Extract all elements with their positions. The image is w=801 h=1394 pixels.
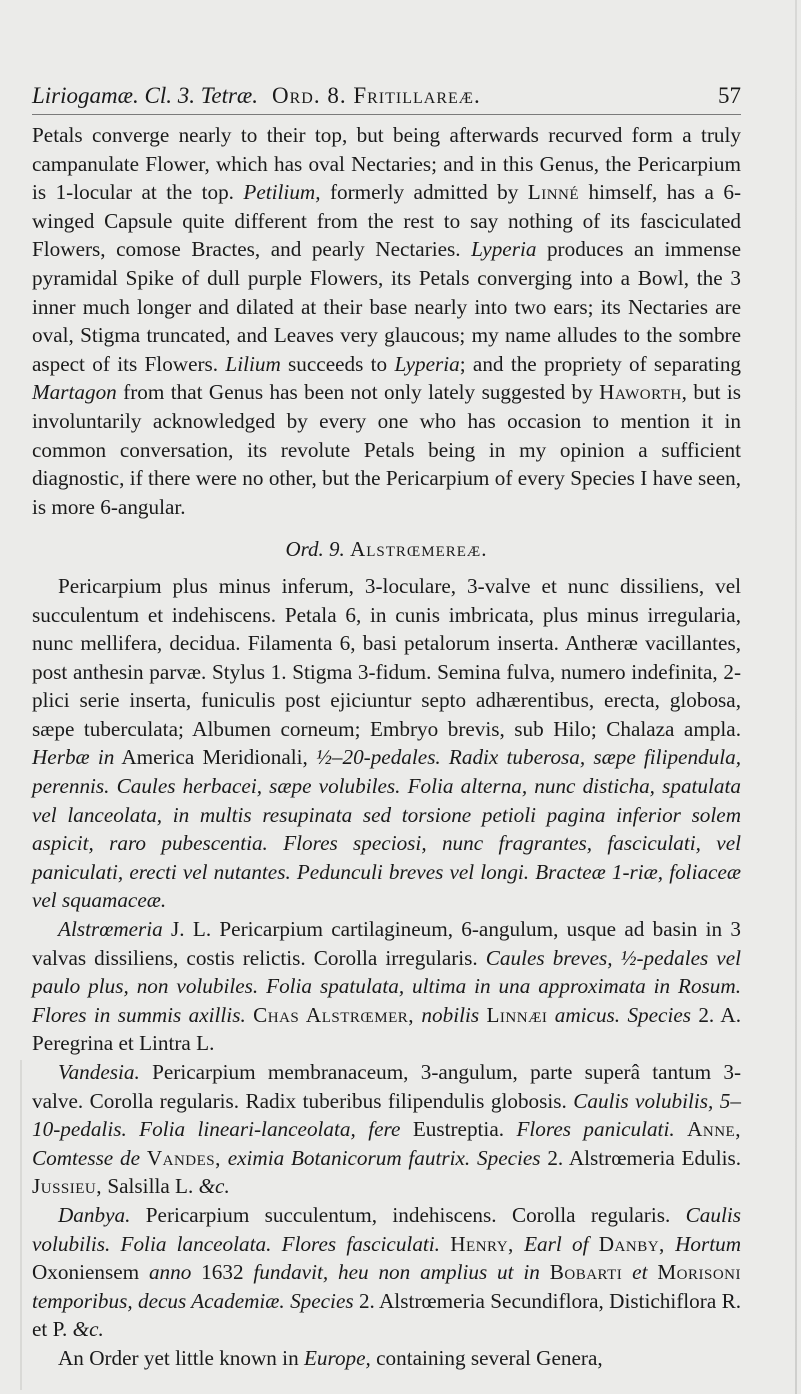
small-caps-run: Linnæi [486, 1002, 548, 1027]
small-caps-run: Anne, [687, 1117, 742, 1142]
page-body [32, 121, 741, 1373]
italic-run: Earl of [524, 1231, 589, 1256]
small-caps-run: Chas Alstrœmer, [253, 1002, 415, 1027]
small-caps-run: Henry, [450, 1231, 514, 1256]
italic-run: Alstrœmeria [58, 917, 163, 942]
italic-run: &c. [198, 1174, 230, 1199]
italic-run: Danbya. [58, 1202, 131, 1227]
small-caps-run: Bobarti [549, 1260, 623, 1285]
italic-run: Flores paniculati. [516, 1117, 675, 1142]
italic-run: Martagon [32, 380, 117, 405]
italic-run: Lyperia [471, 237, 537, 262]
italic-run: nobilis [421, 1002, 480, 1027]
genus-vandesia: Vandesia. Pericarpium membranaceum, 3-angulum, parte superâ tantum 3-valve. Corolla regularis. Radix tuberibus filipendulis globosis. Caulis volubilis, 5–10-pedalis. Folia lineari-lanceolata, fere Eustreptia. Flores paniculati. Anne, Comtesse de Vandes, eximia Botanicorum fautrix. Species 2. Alstrœmeria Edulis. Jussieu, Salsilla L. &c. [32, 1060, 742, 1199]
italic-run: fundavit, heu non amplius ut in [253, 1260, 540, 1285]
running-head-left: Liriogamæ. Cl. 3. Tetræ. [32, 83, 259, 108]
italic-run: Caulis volubilis, 5–10-pedalis. Folia lineari-lanceolata, fere [32, 1088, 741, 1142]
italic-run: Caulis volubilis. Folia lanceolata. Flores fasciculati. [32, 1202, 741, 1256]
binding-shadow [20, 1060, 22, 1390]
italic-run: Lyperia [394, 351, 460, 376]
order-name: Alstrœmereæ. [350, 537, 488, 562]
running-head-order: Ord. 8. Fritillareæ. [272, 83, 481, 108]
italic-run: Europe, [303, 1345, 371, 1370]
small-caps-run: Linné [527, 180, 580, 205]
italic-run: eximia Botanicorum fautrix. Species [227, 1145, 541, 1170]
small-caps-run: Danby, [598, 1231, 665, 1256]
page-edge-shadow [795, 0, 797, 1394]
italic-run: Petilium, [243, 180, 321, 205]
small-caps-run: Jussieu, [32, 1174, 103, 1199]
italic-run: Vandesia. [58, 1060, 140, 1084]
italic-run: Caules breves, ½-pedales vel paulo plus, non volubiles. Folia spatulata, ultima in una approximata in Rosum. Flores in summis axillis. [32, 945, 741, 1027]
italic-run: anno [148, 1260, 192, 1285]
small-caps-run: Morisoni [657, 1260, 742, 1285]
italic-run: Herbæ in [32, 745, 115, 770]
italic-run: &c. [72, 1317, 104, 1342]
italic-run: Lilium [225, 351, 281, 376]
italic-run: ½–20-pedales. Radix tuberosa, sæpe filipendula, perennis. Caules herbacei, sæpe volubiles. Folia alterna, nunc disticha, spatulata vel lanceolata, in multis resupinata sed torsione petioli pagina inferior solem aspicit, raro pubescentia. Flores speciosi, nunc fragrantes, fasciculati, vel paniculati, erecti vel nutantes. Pedunculi breves vel longi. Bracteæ 1-riæ, foliaceæ vel squamaceæ. [32, 745, 742, 913]
page-number: 57 [718, 83, 741, 108]
genus-alstroemeria: Alstrœmeria J. L. Pericarpium cartilagineum, 6-angulum, usque ad basin in 3 valvas dissiliens, costis relictis. Corolla irregularis. Caules breves, ½-pedales vel paulo plus, non volubiles. Folia spatulata, ultima in una approximata in Rosum. Flores in summis axillis. Chas Alstrœmer, nobilis Linnæi amicus. Species 2. A. Peregrina et Lintra L. [32, 917, 742, 1056]
italic-run: Comtesse de [32, 1145, 141, 1170]
paragraph-closing: An Order yet little known in Europe, containing several Genera, [58, 1345, 603, 1370]
italic-run: amicus. Species [554, 1002, 691, 1027]
small-caps-run: Vandes, [146, 1145, 221, 1170]
running-head [32, 78, 741, 115]
italic-run: et [632, 1260, 648, 1285]
order-description: Pericarpium plus minus inferum, 3-loculare, 3-valve et nunc dissiliens, vel succulentum et indehiscens. Petala 6, in cunis imbricata, plus minus irregularia, nunc mellifera, decidua. Filamenta 6, basi petalorum inserta. Antheræ vacillantes, post anthesin parvæ. Stylus 1. Stigma 3-fidum. Semina fulva, numero indefinita, 2-plici serie inserta, funiculis post ejiciuntur septo adhærentibus, erecta, globosa, sæpe tuberculata; Albumen corneum; Embryo brevis, sub Hilo; Chalaza ampla. Herbæ in America Meridionali, ½–20-pedales. Radix tuberosa, sæpe filipendula, perennis. Caules herbacei, sæpe volubiles. Folia alterna, nunc disticha, spatulata vel lanceolata, in multis resupinata sed torsione petioli pagina inferior solem aspicit, raro pubescentia. Flores speciosi, nunc fragrantes, fasciculati, vel paniculati, erecti vel nutantes. Pedunculi breves vel longi. Bracteæ 1-riæ, foliaceæ vel squamaceæ. [32, 573, 742, 913]
italic-run: Hortum [675, 1231, 742, 1256]
order-number: Ord. 9. [285, 537, 345, 562]
italic-run: temporibus, decus Academiæ. Species [32, 1288, 354, 1313]
genus-danbya: Danbya. Pericarpium succulentum, indehiscens. Corolla regularis. Caulis volubilis. Folia lanceolata. Flores fasciculati. Henry, Earl of Danby, Hortum Oxoniensem anno 1632 fundavit, heu non amplius ut in Bobarti et Morisoni temporibus, decus Academiæ. Species 2. Alstrœmeria Secundiflora, Distichiflora R. et P. &c. [32, 1202, 742, 1342]
order-heading [32, 535, 741, 564]
small-caps-run: Haworth [599, 380, 682, 405]
paragraph-lilium-discussion: Petals converge nearly to their top, but being afterwards recurved form a truly campanulate Flower, which has oval Nectaries; and in this Genus, the Pericarpium is 1-locular at the top. Petilium, formerly admitted by Linné himself, has a 6-winged Capsule quite different from the rest to say nothing of its fasciculated Flowers, comose Bractes, and pearly Nectaries. Lyperia produces an immense pyramidal Spike of dull purple Flowers, its Petals converging into a Bowl, the 3 inner much longer and dilated at their base nearly into two ears; its Nectaries are oval, Stigma truncated, and Leaves very glaucous; my name alludes to the sombre aspect of its Flowers. Lilium succeeds to Lyperia; and the propriety of separating Martagon from that Genus has been not only lately suggested by Haworth, but is involuntarily acknowledged by every one who has occasion to mention it in common conversation, its revolute Petals being in my opinion a sufficient diagnostic, if there were no other, but the Pericarpium of every Species I have seen, is more 6-angular. [32, 123, 742, 519]
